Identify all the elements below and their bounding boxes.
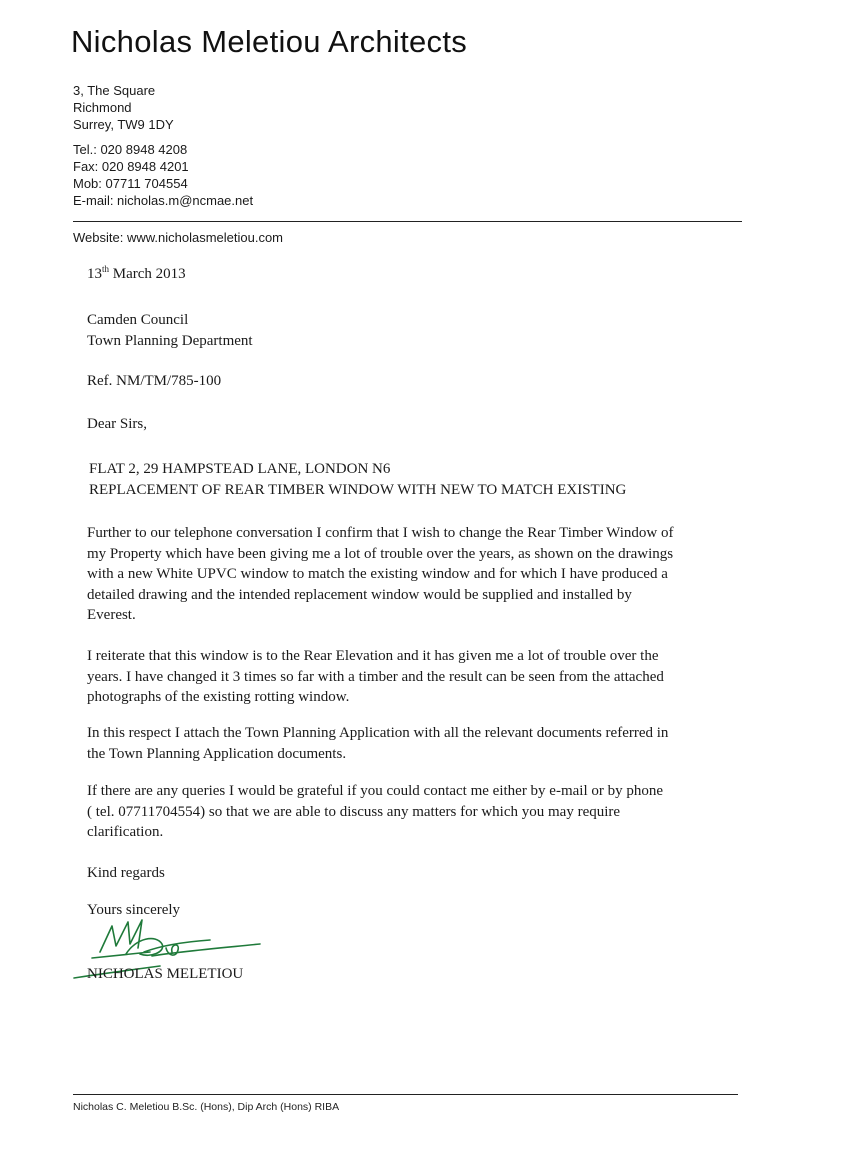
paragraph-line: detailed drawing and the intended replacement window would be supplied and installed by (87, 586, 632, 603)
date-suffix: th (102, 264, 110, 274)
paragraph-line: with a new White UPVC window to match the existing window and for which I have produced a (87, 566, 668, 582)
body-paragraph (87, 523, 737, 626)
paragraph-line: I reiterate that this window is to the Rear Elevation and it has given me a lot of trouble over the (87, 648, 659, 664)
body-paragraph (87, 723, 737, 764)
telephone: Tel.: 020 8948 4208 (73, 142, 188, 157)
date-day: 13 (87, 266, 102, 282)
body-paragraph (87, 646, 737, 708)
paragraph-line: photographs of the existing rotting window. (87, 689, 350, 705)
website: Website: www.nicholasmeletiou.com (73, 230, 284, 245)
signatory-name: NICHOLAS MELETIOU (87, 966, 244, 982)
paragraph-line: my Property which have been giving me a lot of trouble over the years, as shown on the drawings (87, 545, 674, 562)
address-line: Surrey, TW9 1DY (73, 117, 174, 132)
paragraph-line: Everest. (87, 607, 136, 623)
paragraph-line: In this respect I attach the Town Planning Application with all the relevant documents referred in (87, 725, 669, 741)
sign-off: Yours sincerely (87, 902, 181, 918)
paragraph-line: the Town Planning Application documents. (87, 745, 347, 762)
closing: Kind regards (87, 865, 165, 881)
subject-line: FLAT 2, 29 HAMPSTEAD LANE, LONDON N6 (89, 461, 391, 477)
firm-contacts (73, 141, 253, 209)
recipient-line: Town Planning Department (87, 333, 253, 349)
paragraph-line: Further to our telephone conversation I confirm that I wish to change the Rear Timber Window of (87, 525, 674, 541)
address-line: 3, The Square (73, 83, 156, 98)
date-rest: March 2013 (112, 266, 186, 282)
footer-divider (73, 1094, 738, 1095)
paragraph-line: years. I have changed it 3 times so far with a timber and the result can be seen from the attached (87, 668, 664, 685)
recipient-block (87, 310, 253, 352)
paragraph-line: If there are any queries I would be grateful if you could contact me either by e-mail or by phone (87, 783, 664, 799)
letter-date (87, 266, 186, 283)
footer-qualifications: Nicholas C. Meletiou B.Sc. (Hons), Dip Arch (Hons) RIBA (73, 1101, 340, 1113)
email: E-mail: nicholas.m@ncmae.net (73, 193, 254, 208)
recipient-line: Camden Council (87, 312, 189, 328)
paragraph-line: ( tel. 07711704554) so that we are able to discuss any matters for which you may require (87, 803, 621, 820)
reference: Ref. NM/TM/785-100 (87, 373, 222, 389)
fax: Fax: 020 8948 4201 (73, 159, 189, 174)
header-divider (73, 221, 742, 222)
paragraph-line: clarification. (87, 824, 164, 840)
mobile: Mob: 07711 704554 (73, 176, 188, 191)
salutation: Dear Sirs, (87, 416, 147, 432)
body-paragraph (87, 781, 737, 843)
firm-name: Nicholas Meletiou Architects (71, 24, 468, 59)
subject-block (89, 459, 626, 501)
subject-line: REPLACEMENT OF REAR TIMBER WINDOW WITH NEW TO MATCH EXISTING (89, 482, 627, 498)
address-line: Richmond (73, 100, 132, 115)
firm-address (73, 82, 174, 133)
